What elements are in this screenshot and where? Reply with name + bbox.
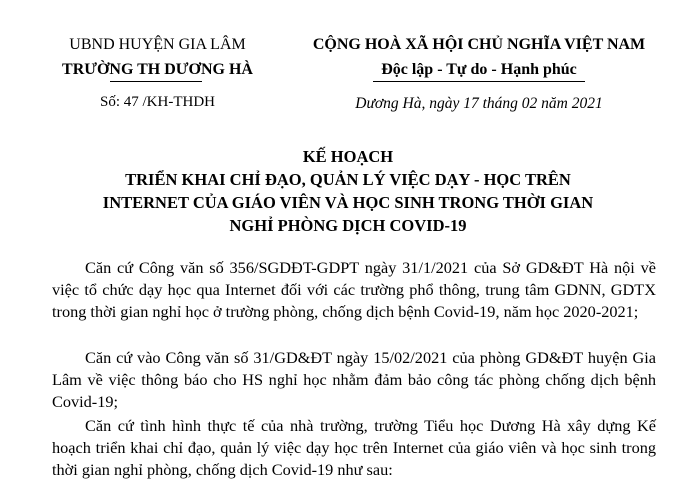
body-paragraph-2: Căn cứ vào Công văn số 31/GD&ĐT ngày 15/02/2021 của phòng GD&ĐT huyện Gia Lâm về việc thông báo cho HS nghỉ học nhằm đảm bảo công tác phòng chống dịch bệnh Covid-19; [52, 348, 656, 412]
school-name: TRƯỜNG TH DƯƠNG HÀ [62, 61, 253, 78]
school-name-underline [110, 81, 202, 82]
place-and-date: Dương Hà, ngày 17 tháng 02 năm 2021 [355, 95, 603, 112]
national-motto: Độc lập - Tự do - Hạnh phúc [381, 61, 577, 78]
national-title: CỘNG HOÀ XÃ HỘI CHỦ NGHĨA VIỆT NAM [312, 36, 646, 53]
motto-underline [373, 81, 585, 82]
document-type-title: KẾ HOẠCH [302, 147, 394, 166]
issuing-authority: UBND HUYỆN GIA LÂM [69, 36, 246, 53]
body-paragraph-3: Căn cứ tình hình thực tế của nhà trường, trường Tiểu học Dương Hà xây dựng Kế hoạch triển khai chỉ đạo, quản lý việc dạy học trên Internet của giáo viên và học sinh trong thời gian nghỉ phòng, chống dịch Covid-19 như sau: [52, 416, 656, 480]
document-subject-line-2: INTERNET CỦA GIÁO VIÊN VÀ HỌC SINH TRONG THỜI GIAN [102, 193, 594, 212]
document-number: Số: 47 /KH-THDH [100, 94, 215, 110]
body-paragraph-1: Căn cứ Công văn số 356/SGDĐT-GDPT ngày 31/1/2021 của Sở GD&ĐT Hà nội về việc tổ chức dạy học qua Internet đối với các trường phổ thông, trung tâm GDNN, GDTX trong thời gian nghỉ học ở trường phòng, chống dịch bệnh Covid-19, năm học 2020-2021; [52, 258, 656, 322]
document-subject-line-3: NGHỈ PHÒNG DỊCH COVID-19 [229, 216, 467, 235]
document-subject-line-1: TRIỂN KHAI CHỈ ĐẠO, QUẢN LÝ VIỆC DẠY - HỌC TRÊN [125, 170, 571, 189]
